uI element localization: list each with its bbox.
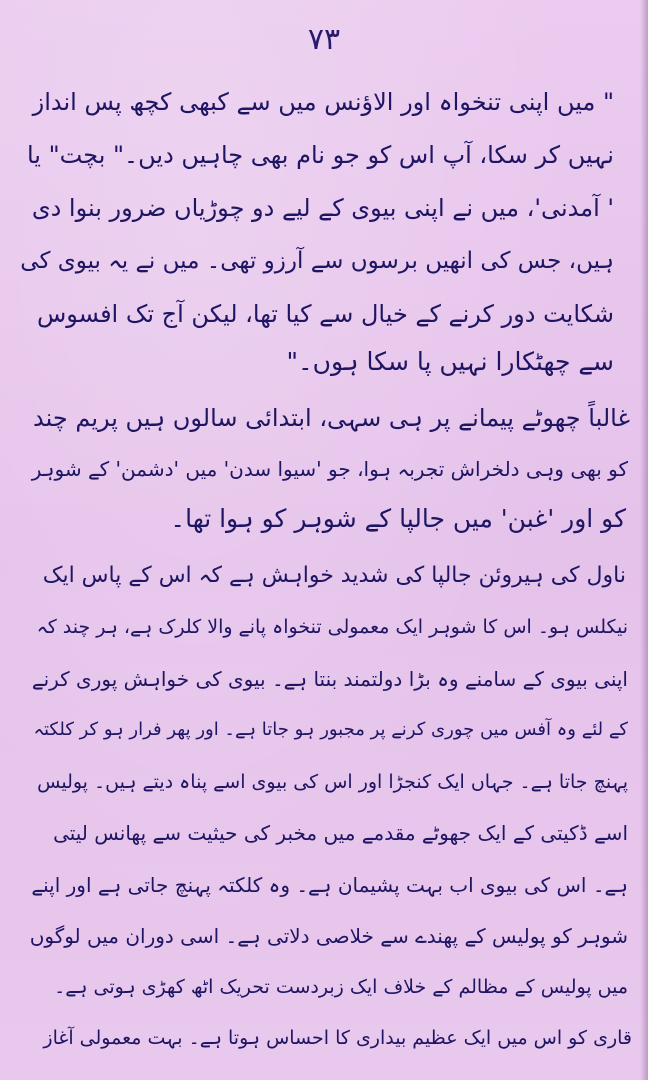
- text-line: میں پولیس کے مظالم کے خلاف ایک زبردست تحریک اٹھ کھڑی ہوتی ہے۔: [54, 976, 628, 998]
- text-line: شوہر کو پولیس کے پھندے سے خلاصی دلاتی ہے۔ اسی دوران میں لوگوں: [29, 924, 628, 948]
- text-line: کو بھی وہی دلخراش تجربہ ہوا، جو 'سیوا سدن' میں 'دشمن' کے شوہر: [31, 457, 628, 481]
- text-line: پہنچ جاتا ہے۔ جہاں ایک کنجڑا اور اس کی بیوی اسے پناہ دیتے ہیں۔ پولیس: [37, 771, 628, 793]
- text-line: کے لئے وہ آفس میں چوری کرنے پر مجبور ہو جاتا ہے۔ اور پھر فرار ہو کر کلکتہ: [33, 719, 628, 740]
- text-line: غالباً چھوٹے پیمانے پر ہی سہی، ابتدائی سالوں ہیں پریم چند: [33, 404, 630, 432]
- text-line: سے چھٹکارا نہیں پا سکا ہوں۔": [286, 347, 614, 376]
- text-line: اپنی بیوی کے سامنے وہ بڑا دولتمند بنتا ہے۔ بیوی کی خواہش پوری کرنے: [31, 667, 628, 691]
- text-line: نیکلس ہو۔ اس کا شوہر ایک معمولی تنخواہ پانے والا کلرک ہے، ہر چند کہ: [36, 616, 628, 638]
- text-line: کو اور 'غبن' میں جالپا کے شوہر کو ہوا تھا۔: [170, 504, 626, 533]
- text-line: ' آمدنی'، میں نے اپنی بیوی کے لیے دو چوڑیاں ضرور بنوا دی: [31, 194, 614, 222]
- text-line: نہیں کر سکا، آپ اس کو جو نام بھی چاہیں دیں۔" بچت" یا: [26, 141, 614, 169]
- text-line: اسے ڈکیتی کے ایک جھوٹے مقدمے میں مخبر کی حیثیت سے پھانس لیتی: [53, 821, 628, 845]
- page-edge-shadow: [640, 0, 648, 1080]
- text-line: شکایت دور کرنے کے خیال سے کیا تھا، لیکن آج تک افسوس: [36, 300, 614, 328]
- text-line: ہیں، جس کی انھیں برسوں سے آرزو تھی۔ میں نے یہ بیوی کی: [20, 248, 614, 274]
- text-line: ناول کی ہیروئن جالپا کی شدید خواہش ہے کہ اس کے پاس ایک: [42, 563, 626, 588]
- page-number: ۷۳: [307, 22, 341, 57]
- text-line: ہے۔ اس کی بیوی اب بہت پشیمان ہے۔ وہ کلکتہ پہنچ جاتی ہے اور اپنے: [31, 873, 628, 897]
- text-line: " میں اپنی تنخواہ اور الاؤنس میں سے کبھی کچھ پس انداز: [32, 88, 614, 116]
- text-line: قاری کو اس میں ایک عظیم بیداری کا احساس ہوتا ہے۔ بہت معمولی آغاز: [43, 1027, 632, 1049]
